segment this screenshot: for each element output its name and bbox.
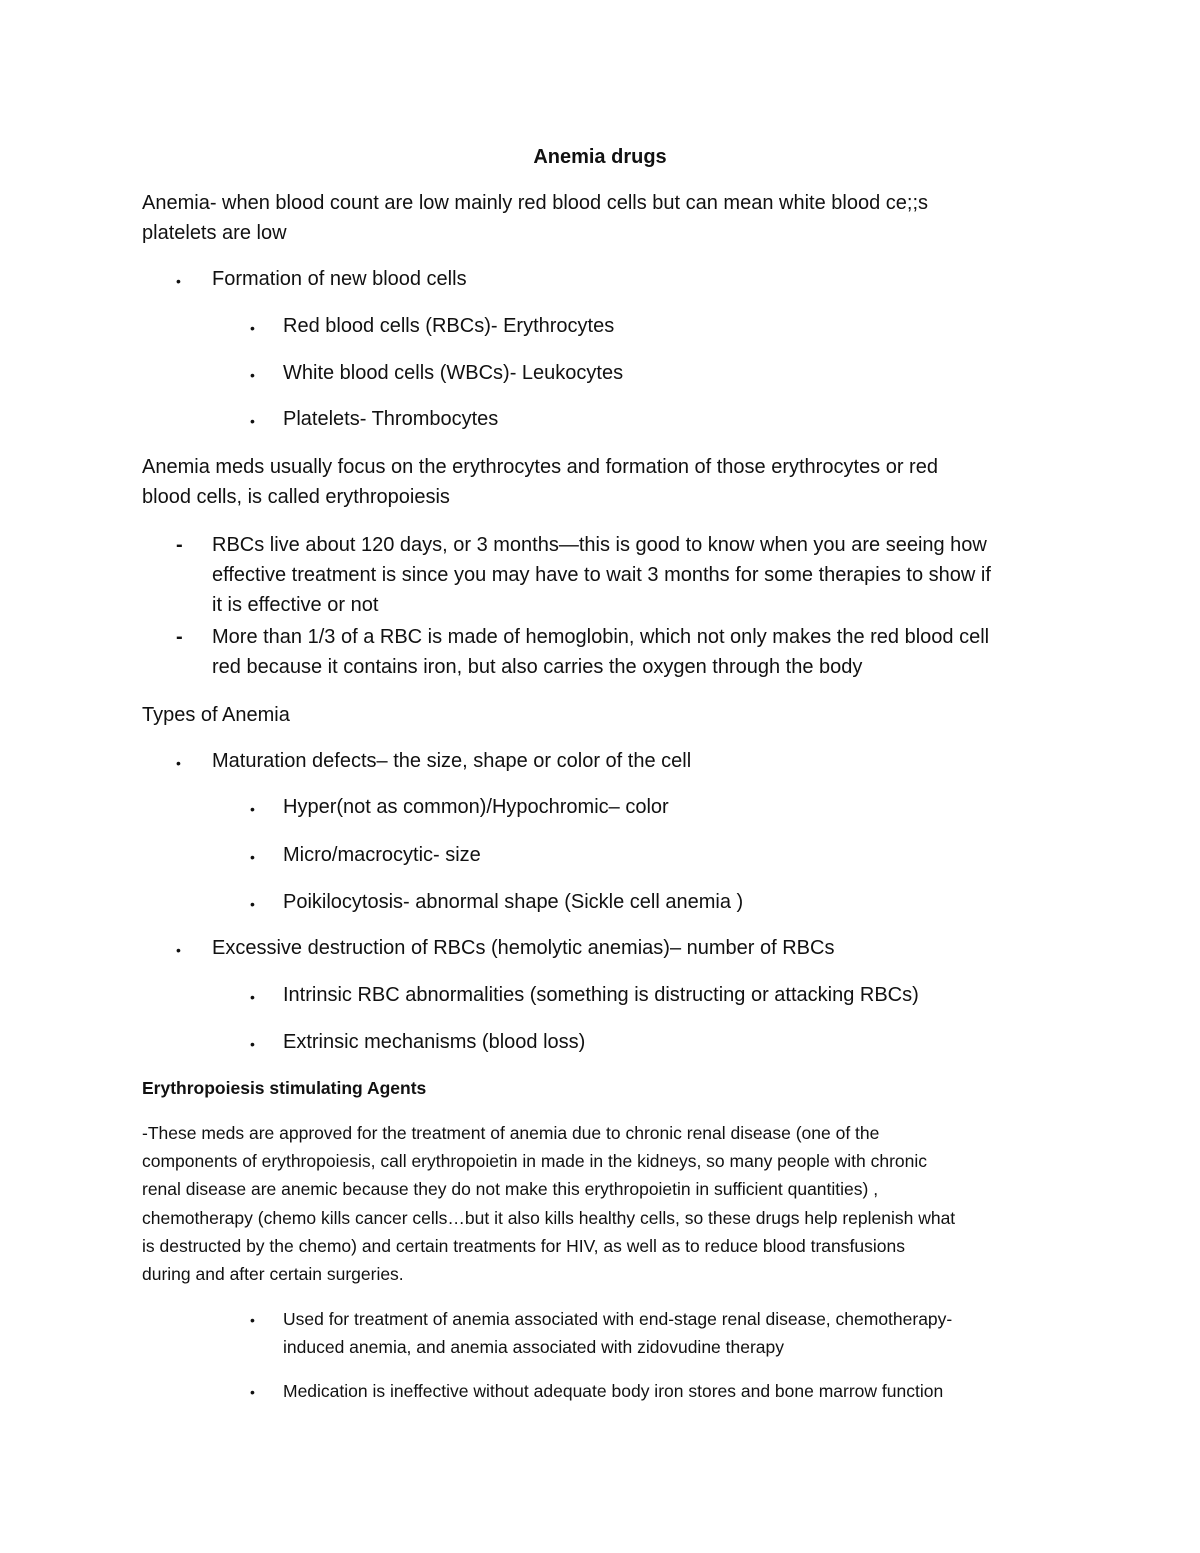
esa-paragraph-line: chemotherapy (chemo kills cancer cells…but it also kills healthy cells, so these drugs help replenish what <box>142 1208 956 1228</box>
bullet-icon: • <box>176 273 181 289</box>
types-heading: Types of Anemia <box>142 704 290 726</box>
esa-bullet-line: induced anemia, and anemia associated with zidovudine therapy <box>283 1337 785 1357</box>
bullet-icon: • <box>250 413 255 429</box>
list-item: Hyper(not as common)/Hypochromic– color <box>283 796 669 818</box>
formation-heading: Formation of new blood cells <box>212 268 467 290</box>
bullet-icon: • <box>250 1312 255 1328</box>
bullet-icon: • <box>250 801 255 817</box>
esa-paragraph-line: -These meds are approved for the treatment of anemia due to chronic renal disease (one of the <box>142 1123 880 1143</box>
esa-bullet-line: Medication is ineffective without adequate body iron stores and bone marrow function <box>283 1381 944 1401</box>
dash-marker: - <box>176 534 183 556</box>
destruction-label: Excessive destruction of RBCs (hemolytic anemias)– number of RBCs <box>212 937 835 959</box>
definition-line-1: Anemia- when blood count are low mainly red blood cells but can mean white blood ce;;s <box>142 192 928 214</box>
list-item: Red blood cells (RBCs)- Erythrocytes <box>283 315 615 337</box>
dash-marker: - <box>176 626 183 648</box>
list-item: Micro/macrocytic- size <box>283 844 481 866</box>
bullet-icon: • <box>250 320 255 336</box>
bullet-icon: • <box>250 896 255 912</box>
dash-item-line: effective treatment is since you may have to wait 3 months for some therapies to show if <box>212 564 991 586</box>
dash-item-line: it is effective or not <box>212 594 379 616</box>
document-title: Anemia drugs <box>533 146 667 168</box>
esa-heading: Erythropoiesis stimulating Agents <box>142 1078 427 1098</box>
list-item: Intrinsic RBC abnormalities (something is distructing or attacking RBCs) <box>283 984 919 1006</box>
dash-item-line: More than 1/3 of a RBC is made of hemoglobin, which not only makes the red blood cell <box>212 626 990 648</box>
list-item: White blood cells (WBCs)- Leukocytes <box>283 362 624 384</box>
bullet-icon: • <box>176 942 181 958</box>
bullet-icon: • <box>250 849 255 865</box>
meds-focus-line-2: blood cells, is called erythropoiesis <box>142 486 450 508</box>
esa-paragraph-line: renal disease are anemic because they do not make this erythropoietin in sufficient quantities) , <box>142 1179 879 1199</box>
esa-paragraph-line: is destructed by the chemo) and certain treatments for HIV, as well as to reduce blood transfusions <box>142 1236 905 1256</box>
list-item: Poikilocytosis- abnormal shape (Sickle cell anemia ) <box>283 891 744 913</box>
bullet-icon: • <box>250 367 255 383</box>
esa-paragraph-line: during and after certain surgeries. <box>142 1264 404 1284</box>
maturation-label: Maturation defects– the size, shape or color of the cell <box>212 750 692 772</box>
bullet-icon: • <box>250 989 255 1005</box>
meds-focus-line-1: Anemia meds usually focus on the erythrocytes and formation of those erythrocytes or red <box>142 456 938 478</box>
dash-item-line: RBCs live about 120 days, or 3 months—this is good to know when you are seeing how <box>212 534 987 556</box>
list-item: Platelets- Thrombocytes <box>283 408 499 430</box>
bullet-icon: • <box>250 1036 255 1052</box>
esa-paragraph-line: components of erythropoiesis, call erythropoietin in made in the kidneys, so many people with chronic <box>142 1151 927 1171</box>
bullet-icon: • <box>176 755 181 771</box>
list-item: Extrinsic mechanisms (blood loss) <box>283 1031 586 1053</box>
bullet-icon: • <box>250 1384 255 1400</box>
definition-line-2: platelets are low <box>142 222 287 244</box>
dash-item-line: red because it contains iron, but also carries the oxygen through the body <box>212 656 863 678</box>
esa-bullet-line: Used for treatment of anemia associated with end-stage renal disease, chemotherapy- <box>283 1309 953 1329</box>
